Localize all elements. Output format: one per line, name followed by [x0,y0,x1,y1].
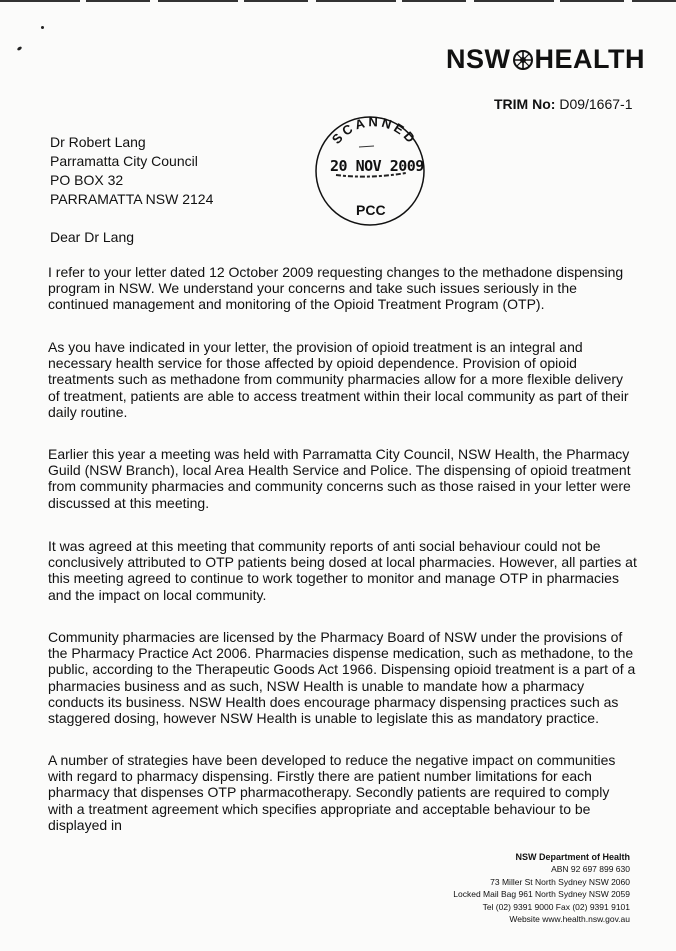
scan-speck [41,26,44,29]
address-line: Dr Robert Lang [50,134,146,150]
salutation: Dear Dr Lang [50,229,135,245]
trim-value: D09/1667-1 [559,96,633,112]
svg-text:SCANNED: SCANNED [328,114,421,148]
footer-abn: ABN 92 697 899 630 [551,864,630,875]
logo-text-health: HEALTH [534,44,645,74]
body-paragraph: Earlier this year a meeting was held with Parramatta City Council, NSW Health, the Pharmacy Guild (NSW Branch), local Area Health Service and Police. The dispensing of opioid treatment from community pharmacies and community concerns such as those raised in your letter were discussed at this meeting. [48,446,631,511]
stamp-scanned-word [328,116,420,156]
footer-org: NSW Department of Health [515,852,630,862]
waratah-icon [513,50,533,70]
body-paragraph: A number of strategies have been developed to reduce the negative impact on communities with regard to pharmacy dispensing. Firstly there are patient number limitations for each pharmacy that dispenses OTP pharmacotherapy. Secondly patients are required to comply with a treatment agreement which specifies appropriate and acceptable behaviour to be displayed in [48,752,616,833]
stamp-arc-text [328,116,420,156]
recipient-address [50,133,213,209]
page-top-edge [0,0,676,2]
body-paragraph: It was agreed at this meeting that community reports of anti social behaviour could not be conclusively attributed to OTP patients being dosed at local pharmacies. However, all parties at this meeting agreed to continue to work together to monitor and manage OTP in pharmacies and the impact on local community. [48,538,637,603]
footer-phone: Tel (02) 9391 9000 Fax (02) 9391 9101 [482,901,630,912]
stamp-date: 20 NOV 2009 [330,157,424,175]
address-line: PO BOX 32 [50,172,124,188]
nsw-health-logo [446,44,645,74]
body-paragraph: Community pharmacies are licensed by the Pharmacy Board of NSW under the provisions of the Pharmacy Practice Act 2006. Pharmacies dispense medication, such as methadone, to the public, according to the Therapeutic Goods Act 1966. Dispensing opioid treatment is a part of a pharmacies business and as such, NSW Health is unable to mandate how a pharmacy conducts its business. NSW Health does encourage pharmacy dispensing practices such as staggered dosing, however NSW Health is unable to legislate this as mandatory practice. [48,629,636,727]
footer-website: Website www.health.nsw.gov.au [509,914,630,925]
address-line: Parramatta City Council [50,153,198,169]
letterhead-footer [453,851,630,925]
scan-speck [17,46,23,51]
trim-label: TRIM No: [494,96,556,112]
address-line: PARRAMATTA NSW 2124 [50,191,214,207]
logo-text-nsw: NSW [446,44,511,74]
body-paragraph: As you have indicated in your letter, the provision of opioid treatment is an integral and necessary health service for those affected by opioid dependence. Provision of opioid treatments such as methadone from community pharmacies allow for a more flexible delivery of treatment, patients are able to access treatment within their local community as part of their daily routine. [48,339,629,420]
footer-street: 73 Miller St North Sydney NSW 2060 [490,876,630,887]
body-paragraph: I refer to your letter dated 12 October 2009 requesting changes to the methadone dispensing program in NSW. We understand your concerns and take such issues seriously in the continued management and monitoring of the Opioid Treatment Program (OTP). [48,264,624,313]
footer-mail: Locked Mail Bag 961 North Sydney NSW 2059 [453,889,630,900]
trim-number [494,96,633,112]
stamp-org: PCC [356,202,386,218]
